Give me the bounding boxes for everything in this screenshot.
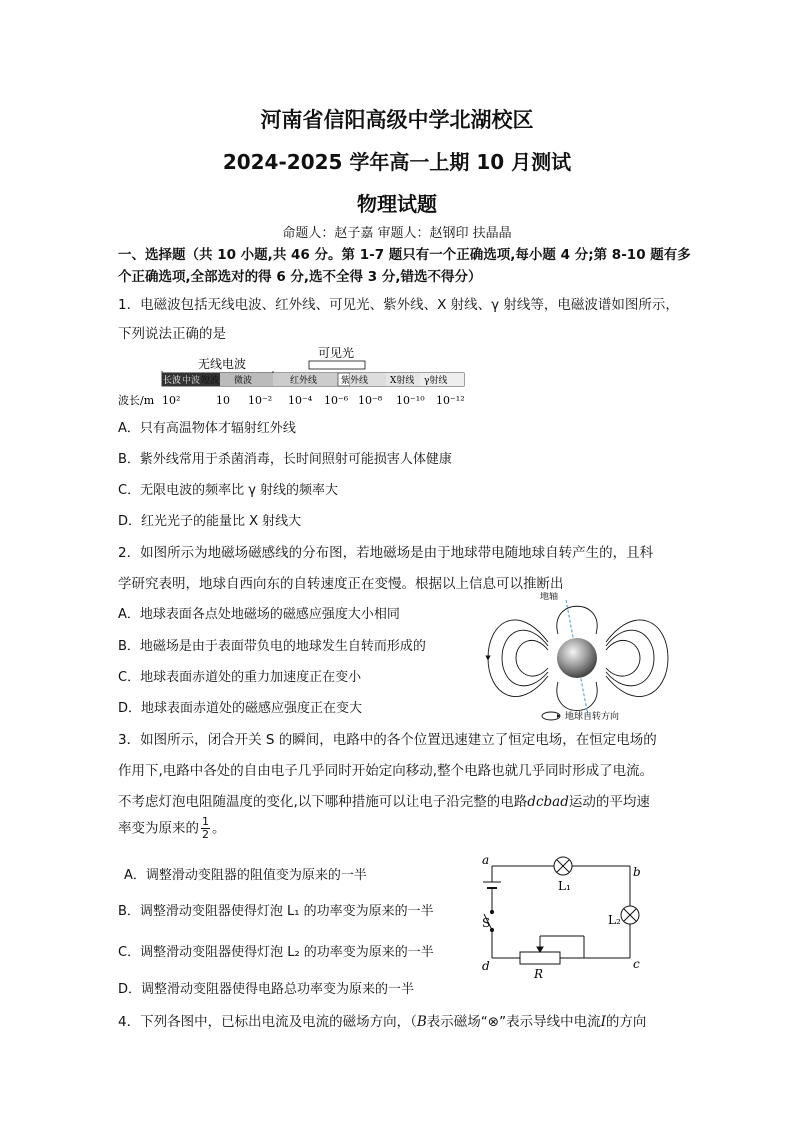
tick-1: 10²: [162, 394, 181, 407]
lamp-l1-label: L₁: [558, 879, 571, 893]
q3-option-c: C．调整滑动变阻器使得灯泡 L₂ 的功率变为原来的一半: [118, 945, 434, 960]
q1-stem-line2: 下列说法正确的是: [118, 326, 226, 342]
q3-stem-line3: [118, 790, 650, 810]
tick-7: 10⁻¹⁰: [396, 394, 425, 407]
spectrum-bands: [163, 374, 447, 386]
exam-title: 2024-2025 学年高一上期 10 月测试: [222, 150, 572, 174]
tick-2: 10: [216, 394, 230, 407]
tick-8: 10⁻¹²: [436, 394, 465, 407]
q1-option-a: A．只有高温物体才辐射红外线: [118, 421, 296, 436]
geomagnetic-field-figure: [478, 592, 678, 726]
q1-option-b: B．紫外线常用于杀菌消毒，长时间照射可能损害人体健康: [118, 452, 452, 467]
q4-stem-a: 4．下列各图中，已标出电流及电流的磁场方向，（: [118, 1014, 417, 1030]
section-title-line2: 个正确选项,全部选对的得 6 分,选不全得 3 分,错选不得分）: [118, 269, 482, 285]
band-short-wave: 短波: [201, 376, 220, 386]
q3-stem-line3-b: 运动的平均速: [568, 794, 650, 810]
node-b: b: [633, 865, 641, 879]
tick-3: 10⁻²: [248, 394, 273, 407]
subject-title: 物理试题: [357, 192, 437, 216]
lamp-l2-label: L₂: [608, 913, 621, 927]
q4-stem-c: 的方向: [605, 1014, 647, 1030]
tick-6: 10⁻⁸: [358, 394, 383, 407]
q3-stem-line4: [118, 816, 226, 841]
q3-option-d: D．调整滑动变阻器使得电路总功率变为原来的一半: [118, 982, 415, 997]
band-gamma: γ射线: [424, 376, 448, 386]
q1-option-c: C．无限电波的频率比 γ 射线的频率大: [118, 483, 339, 498]
node-a: a: [482, 853, 490, 867]
q4-stem-b: 表示磁场“⊗”表示导线中电流: [426, 1014, 601, 1030]
radio-wave-label: 无线电波: [198, 357, 247, 371]
q3-option-a: A．调整滑动变阻器的阻值变为原来的一半: [124, 868, 367, 883]
wavelength-axis-label: 波长/m: [118, 394, 155, 407]
band-microwave: 微波: [234, 376, 253, 386]
q3-stem-line1: 3．如图所示，闭合开关 S 的瞬间，电路中的各个位置迅速建立了恒定电场，在恒定电场的: [118, 732, 657, 748]
fraction-denominator: 2: [202, 828, 209, 841]
q1-option-d: D．红光光子的能量比 X 射线大: [118, 514, 302, 529]
q3-path-dcbad: dcbad: [527, 794, 569, 810]
wavelength-axis: [118, 393, 465, 407]
tick-4: 10⁻⁴: [288, 394, 313, 407]
fraction-numerator: 1: [202, 815, 209, 828]
q3-stem-line2: 作用下,电路中各处的自由电子几乎同时开始定向移动,整个电路也就几乎同时形成了电流。: [118, 763, 654, 779]
q4-stem: [118, 1010, 646, 1030]
circuit-diagram: [478, 852, 648, 982]
q3-option-b: B．调整滑动变阻器使得灯泡 L₁ 的功率变为原来的一半: [118, 904, 434, 919]
section-title-line1: 一、选择题（共 10 小题,共 46 分。第 1-7 题只有一个正确选项,每小题 4 分;第 8-10 题有多: [118, 247, 691, 263]
earth-rotation-label: 地球自转方向: [565, 712, 620, 722]
visible-light-label: 可见光: [318, 346, 355, 360]
q2-option-c: C．地球表面赤道处的重力加速度正在变小: [118, 670, 362, 685]
school-title: 河南省信阳高级中学北湖校区: [260, 108, 534, 132]
q3-stem-line3-a: 不考虑灯泡电阻随温度的变化,以下哪种措施可以让电子沿完整的电路: [118, 794, 528, 810]
q3-stem-line4-b: 。: [212, 820, 226, 837]
q2-stem-line1: 2．如图所示为地磁场磁感线的分布图，若地磁场是由于地球带电随地球自转产生的，且科: [118, 545, 654, 561]
band-xray: X射线: [390, 376, 415, 386]
band-medium-wave: 中波: [182, 376, 201, 386]
band-infrared: 红外线: [290, 376, 318, 386]
em-spectrum-figure: [118, 344, 478, 412]
node-d: d: [482, 959, 490, 973]
q3-stem-line4-a: 率变为原来的: [118, 820, 199, 837]
q2-option-d: D．地球表面赤道处的磁感应强度正在变大: [118, 701, 363, 716]
earth-axis-label: 地轴: [540, 592, 559, 602]
authors-line: 命题人：赵子嘉 审题人：赵钢印 扶晶晶: [282, 226, 512, 241]
q2-option-a: A．地球表面各点处地磁场的磁感应强度大小相同: [118, 607, 400, 622]
q4-symbol-i: I: [600, 1014, 606, 1030]
q1-stem-line1: 1．电磁波包括无线电波、红外线、可见光、紫外线、X 射线、γ 射线等，电磁波谱如图所示，: [118, 297, 679, 313]
q4-symbol-b: B: [416, 1014, 427, 1030]
switch-s-label: S: [482, 916, 491, 930]
tick-5: 10⁻⁶: [324, 394, 349, 407]
one-half-fraction: [201, 816, 210, 841]
q2-stem-line2: 学研究表明，地球自西向东的自转速度正在变慢。根据以上信息可以推断出: [118, 576, 564, 592]
q2-option-b: B．地磁场是由于表面带负电的地球发生自转而形成的: [118, 639, 426, 654]
band-ultraviolet: 紫外线: [341, 376, 369, 386]
resistor-r-label: R: [534, 967, 544, 981]
node-c: c: [633, 957, 640, 971]
band-long-wave: 长波: [163, 376, 182, 386]
